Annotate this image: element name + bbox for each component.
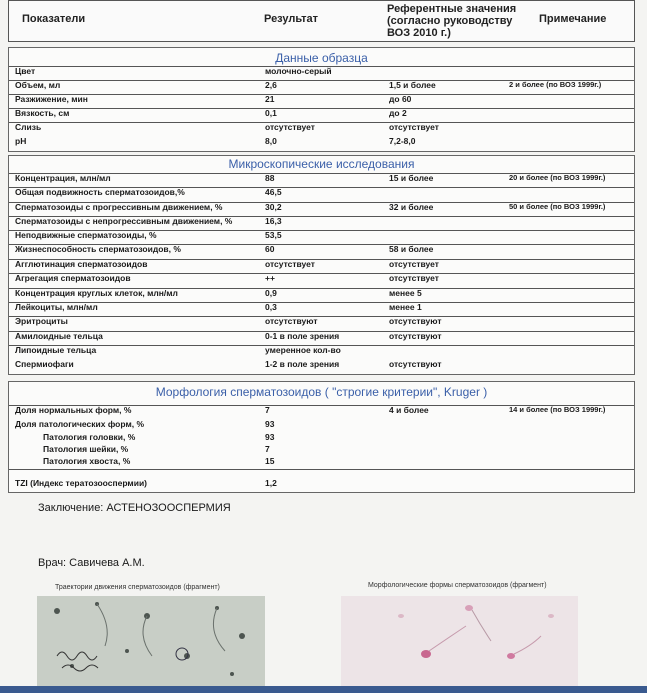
table-row: Неподвижные сперматозоиды, % 53,5 bbox=[9, 230, 634, 231]
divider bbox=[9, 469, 634, 470]
table-row: Эритроциты отсутствуют отсутствуют bbox=[9, 316, 634, 317]
table-row: Доля нормальных форм, % 7 4 и более 14 и более (по ВОЗ 1999г.) bbox=[9, 405, 634, 406]
microscopic-section-title: Микроскопические исследования bbox=[228, 157, 415, 171]
sperm-trajectory-image bbox=[37, 596, 265, 686]
table-row: Цвет молочно-серый bbox=[9, 66, 634, 67]
table-row: Общая подвижность сперматозоидов,% 46,5 bbox=[9, 187, 634, 188]
sample-section-title: Данные образца bbox=[275, 51, 368, 65]
microscopic-section: Микроскопические исследования Концентрация, млн/мл 88 15 и более 20 и более (по ВОЗ 1999г.) Общая подвижность сперматозоидов,% 46,5 Сперматозоиды с прогрессивным движением, % 30,2 32 и более 50 и более (по ВОЗ 1999г.) Сперматозоиды с непрогрессивным движением, % 16,3 Неподвижные сперматозоиды, % 53,5 Жизнеспособность сперматозоидов, % 60 58 и более Агглютинация сперматозоидов отсутствует отсутствует Агрегация сперматозоидов ++ отсутствует Концентрация круглых клеток, млн/мл 0,9 менее 5 Лейкоциты, млн/мл 0,3 менее 1 Эритроциты отсутствуют отсутствуют Амилоидные тельца 0-1 в поле зрения отсутствуют Липоидные тельца умеренное кол-во Спермиофаги 1-2 в поле зрения отсутствуют bbox=[8, 155, 635, 375]
header-indicators: Показатели bbox=[22, 13, 86, 25]
sperm-morphology-image bbox=[341, 596, 578, 686]
table-row: Липоидные тельца умеренное кол-во bbox=[9, 345, 634, 346]
sample-section: Данные образца Цвет молочно-серый Объем, мл 2,6 1,5 и более 2 и более (по ВОЗ 1999г.) Разжижение, мин 21 до 60 Вязкость, см 0,1 до 2 Слизь отсутствует отсутствует pH 8,0 7,2-8,0 bbox=[8, 47, 635, 152]
header-reference-line1: Референтные значения bbox=[387, 3, 517, 15]
table-row: Агрегация сперматозоидов ++ отсутствует bbox=[9, 273, 634, 274]
table-header bbox=[8, 0, 635, 42]
header-result: Результат bbox=[264, 13, 319, 25]
morphology-section: Морфология сперматозоидов ( "строгие критерии", Kruger ) Доля нормальных форм, % 7 4 и более 14 и более (по ВОЗ 1999г.) Доля патологических форм, % 93 Патология головки, % 93 Патология шейки, % 7 Патология хвоста, % 15 TZI (Индекс тератозооспермии) 1,2 bbox=[8, 381, 635, 493]
right-image-caption: Морфологические формы сперматозоидов (фрагмент) bbox=[368, 582, 547, 589]
header-reference-line3: ВОЗ 2010 г.) bbox=[387, 27, 451, 39]
left-image-caption: Траектории движения сперматозоидов (фрагмент) bbox=[55, 584, 220, 591]
table-row: Объем, мл 2,6 1,5 и более 2 и более (по ВОЗ 1999г.) bbox=[9, 80, 634, 81]
table-row: Концентрация, млн/мл 88 15 и более 20 и более (по ВОЗ 1999г.) bbox=[9, 173, 634, 174]
table-row: Лейкоциты, млн/мл 0,3 менее 1 bbox=[9, 302, 634, 303]
header-note: Примечание bbox=[539, 13, 607, 25]
table-row: Амилоидные тельца 0-1 в поле зрения отсутствуют bbox=[9, 331, 634, 332]
conclusion: Заключение: АСТЕНОЗООСПЕРМИЯ bbox=[38, 502, 231, 514]
header-reference-line2: (согласно руководству bbox=[387, 15, 513, 27]
table-row: Концентрация круглых клеток, млн/мл 0,9 менее 5 bbox=[9, 288, 634, 289]
table-row: Разжижение, мин 21 до 60 bbox=[9, 94, 634, 95]
morphology-section-title: Морфология сперматозоидов ( "строгие критерии", Kruger ) bbox=[155, 385, 488, 399]
table-row: Вязкость, см 0,1 до 2 bbox=[9, 108, 634, 109]
bottom-bar bbox=[0, 686, 647, 693]
table-row: Сперматозоиды с прогрессивным движением, % 30,2 32 и более 50 и более (по ВОЗ 1999г.) bbox=[9, 202, 634, 203]
table-row: Сперматозоиды с непрогрессивным движением, % 16,3 bbox=[9, 216, 634, 217]
doctor-signature: Врач: Савичева А.М. bbox=[38, 557, 145, 569]
table-row: Жизнеспособность сперматозоидов, % 60 58 и более bbox=[9, 244, 634, 245]
table-row: Слизь отсутствует отсутствует bbox=[9, 122, 634, 123]
table-row: Агглютинация сперматозоидов отсутствует отсутствует bbox=[9, 259, 634, 260]
